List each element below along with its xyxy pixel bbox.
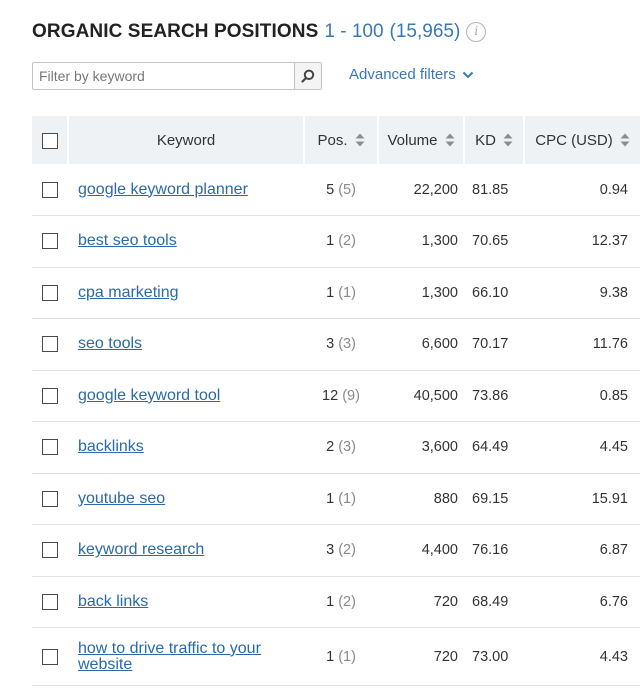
keyword-link[interactable]: back links	[78, 592, 149, 610]
row-checkbox[interactable]	[42, 594, 58, 610]
column-label: Pos.	[317, 131, 348, 149]
row-select-cell	[32, 628, 68, 686]
kd-cell: 73.00	[464, 628, 524, 686]
pos-cell	[304, 319, 378, 371]
pos-cell	[304, 164, 378, 216]
pos-cell	[304, 525, 378, 577]
keyword-link[interactable]: keyword research	[78, 541, 205, 559]
keyword-link[interactable]: cpa marketing	[78, 283, 179, 301]
kd-cell: 73.86	[464, 370, 524, 422]
pos-cell	[304, 370, 378, 422]
table-row	[32, 267, 640, 319]
sort-arrows-icon	[503, 133, 513, 147]
cpc-cell: 6.87	[524, 525, 640, 577]
keyword-link[interactable]: best seo tools	[78, 232, 177, 250]
kd-cell: 66.10	[464, 267, 524, 319]
cpc-cell: 6.76	[524, 576, 640, 628]
row-select-cell	[32, 319, 68, 371]
table-row	[32, 319, 640, 371]
previous-position: (2)	[338, 542, 356, 559]
row-select-cell	[32, 216, 68, 268]
cpc-cell: 9.38	[524, 267, 640, 319]
advanced-filters-label: Advanced filters	[349, 66, 456, 83]
column-header-volume[interactable]	[378, 116, 464, 164]
keyword-filter	[32, 62, 322, 90]
position-value: 1	[326, 233, 335, 250]
row-checkbox[interactable]	[42, 542, 58, 558]
previous-position: (1)	[338, 284, 356, 301]
row-checkbox[interactable]	[42, 439, 58, 455]
previous-position: (5)	[338, 181, 356, 198]
row-select-cell	[32, 267, 68, 319]
kd-cell: 64.49	[464, 422, 524, 474]
keyword-cell	[68, 267, 304, 319]
kd-cell: 76.16	[464, 525, 524, 577]
sort-arrows-icon	[445, 133, 455, 147]
table-row	[32, 628, 640, 686]
keyword-cell	[68, 525, 304, 577]
cpc-cell: 4.45	[524, 422, 640, 474]
keyword-cell	[68, 473, 304, 525]
select-all-header	[32, 116, 68, 164]
cpc-cell: 11.76	[524, 319, 640, 371]
cpc-cell: 12.37	[524, 216, 640, 268]
table-row	[32, 576, 640, 628]
pos-cell	[304, 422, 378, 474]
keyword-cell	[68, 319, 304, 371]
row-checkbox[interactable]	[42, 182, 58, 198]
volume-cell: 3,600	[378, 422, 464, 474]
pos-cell	[304, 267, 378, 319]
table-row	[32, 473, 640, 525]
volume-cell: 6,600	[378, 319, 464, 371]
title-text: ORGANIC SEARCH POSITIONS	[32, 21, 319, 42]
keyword-cell	[68, 370, 304, 422]
kd-cell: 68.49	[464, 576, 524, 628]
keyword-link[interactable]: how to drive traffic to your website	[78, 639, 261, 673]
keyword-link[interactable]: google keyword planner	[78, 180, 248, 198]
keyword-link[interactable]: backlinks	[78, 438, 144, 456]
select-all-checkbox[interactable]	[42, 133, 58, 149]
cpc-cell: 0.85	[524, 370, 640, 422]
volume-cell: 40,500	[378, 370, 464, 422]
previous-position: (2)	[338, 593, 356, 610]
keyword-link[interactable]: seo tools	[78, 335, 143, 353]
column-label: KD	[475, 131, 496, 149]
column-label: CPC (USD)	[535, 131, 613, 149]
table-row	[32, 525, 640, 577]
advanced-filters-button[interactable]	[349, 66, 474, 83]
keyword-link[interactable]: youtube seo	[78, 489, 166, 507]
volume-cell: 720	[378, 576, 464, 628]
position-value: 3	[326, 336, 335, 353]
keyword-cell	[68, 216, 304, 268]
page-title	[32, 18, 486, 46]
cpc-cell: 4.43	[524, 628, 640, 686]
pos-cell	[304, 628, 378, 686]
table-row	[32, 164, 640, 216]
column-header-kd[interactable]	[464, 116, 524, 164]
position-value: 5	[326, 181, 335, 198]
sort-arrows-icon	[355, 133, 365, 147]
table-row	[32, 422, 640, 474]
table-header	[32, 116, 640, 164]
row-checkbox[interactable]	[42, 233, 58, 249]
position-value: 1	[326, 593, 335, 610]
row-select-cell	[32, 473, 68, 525]
row-checkbox[interactable]	[42, 491, 58, 507]
keyword-cell	[68, 628, 304, 686]
row-select-cell	[32, 576, 68, 628]
column-label: Keyword	[156, 131, 216, 149]
volume-cell: 4,400	[378, 525, 464, 577]
position-value: 1	[326, 284, 335, 301]
volume-cell: 22,200	[378, 164, 464, 216]
info-icon[interactable]: i	[466, 22, 486, 42]
column-header-cpc[interactable]	[524, 116, 640, 164]
column-label: Volume	[387, 131, 438, 149]
position-value: 12	[322, 387, 339, 404]
table-row	[32, 216, 640, 268]
results-total: (15,965)	[389, 21, 461, 42]
search-button[interactable]	[294, 63, 321, 89]
table-row	[32, 370, 640, 422]
column-header-pos[interactable]	[304, 116, 378, 164]
keyword-link[interactable]: google keyword tool	[78, 386, 221, 404]
row-checkbox[interactable]	[42, 649, 58, 665]
previous-position: (3)	[338, 336, 356, 353]
keyword-cell	[68, 576, 304, 628]
row-checkbox[interactable]	[42, 388, 58, 404]
search-icon	[301, 69, 315, 83]
kd-cell: 81.85	[464, 164, 524, 216]
previous-position: (9)	[342, 387, 360, 404]
position-value: 1	[326, 490, 335, 507]
kd-cell: 70.65	[464, 216, 524, 268]
positions-table	[32, 116, 640, 686]
position-value: 2	[326, 439, 335, 456]
row-select-cell	[32, 422, 68, 474]
row-select-cell	[32, 164, 68, 216]
chevron-down-icon	[462, 71, 474, 79]
kd-cell: 70.17	[464, 319, 524, 371]
volume-cell: 720	[378, 628, 464, 686]
previous-position: (1)	[338, 490, 356, 507]
keyword-cell	[68, 164, 304, 216]
volume-cell: 1,300	[378, 267, 464, 319]
position-value: 1	[326, 648, 335, 665]
row-select-cell	[32, 525, 68, 577]
row-checkbox[interactable]	[42, 336, 58, 352]
results-range: 1 - 100	[324, 21, 384, 42]
keyword-cell	[68, 422, 304, 474]
pos-cell	[304, 473, 378, 525]
previous-position: (3)	[338, 439, 356, 456]
position-value: 3	[326, 542, 335, 559]
cpc-cell: 15.91	[524, 473, 640, 525]
volume-cell: 880	[378, 473, 464, 525]
previous-position: (2)	[338, 233, 356, 250]
cpc-cell: 0.94	[524, 164, 640, 216]
volume-cell: 1,300	[378, 216, 464, 268]
previous-position: (1)	[338, 648, 356, 665]
sort-arrows-icon	[620, 133, 630, 147]
filter-keyword-input[interactable]	[33, 63, 294, 89]
pos-cell	[304, 216, 378, 268]
column-header-keyword[interactable]	[68, 116, 304, 164]
pos-cell	[304, 576, 378, 628]
kd-cell: 69.15	[464, 473, 524, 525]
row-select-cell	[32, 370, 68, 422]
row-checkbox[interactable]	[42, 285, 58, 301]
